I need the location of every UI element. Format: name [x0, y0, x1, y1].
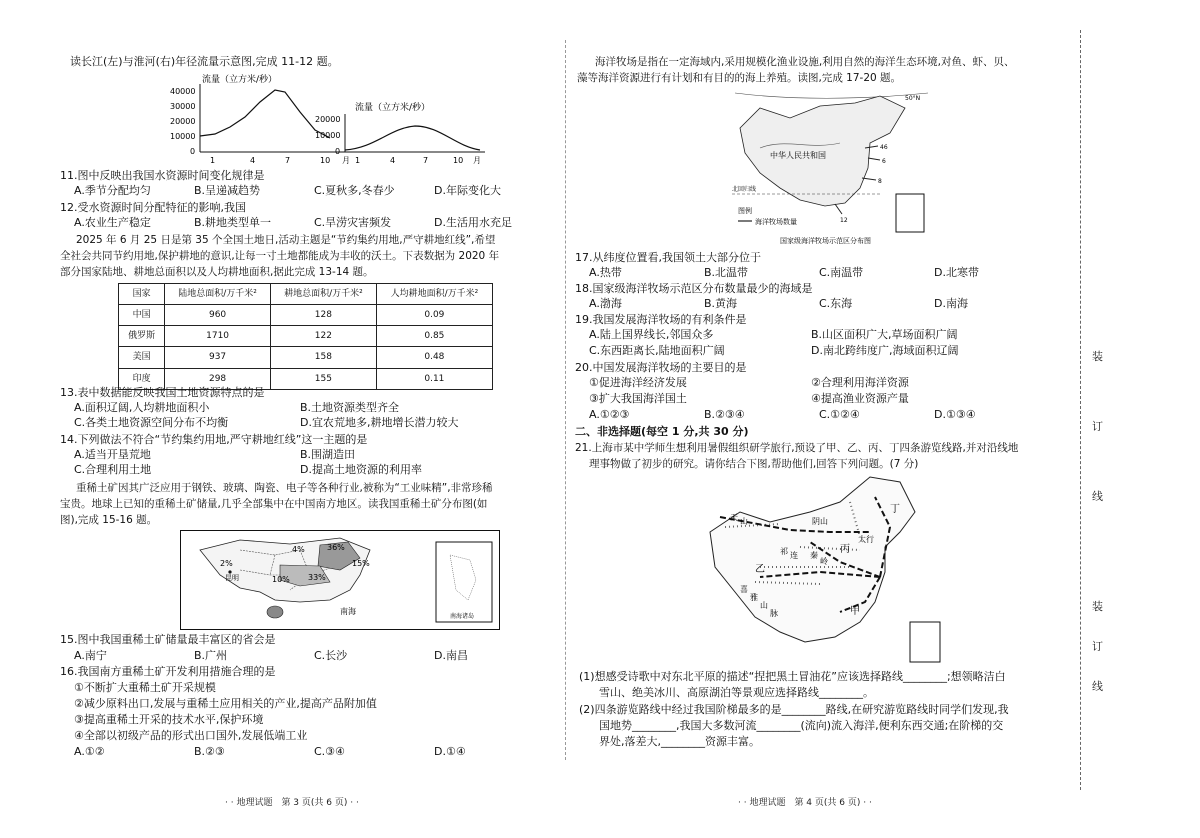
page-divider: [565, 40, 566, 760]
page-footer-left: · · 地理试题 第 3 页(共 6 页) · ·: [225, 798, 359, 808]
share-4: 4%: [292, 545, 305, 554]
ocean-map-caption: 国家级海洋牧场示范区分布图: [780, 237, 871, 245]
q19-b[interactable]: B.山区面积广大,草场面积广阔: [811, 328, 958, 341]
rare-earth-map: [180, 530, 500, 630]
table-cell: 0.85: [376, 326, 492, 347]
lat-50n: 50°N: [905, 95, 921, 102]
land-data-table: [118, 283, 493, 390]
intro-15-16-line3: 图),完成 15-16 题。: [60, 514, 158, 526]
table-cell: 128: [270, 305, 376, 326]
q14-a[interactable]: A.适当开垦荒地: [74, 448, 151, 461]
q21-part2-line1: (2)四条游览路线中经过我国阶梯最多的是________路线,在研究游览路线时同学们发现,我: [579, 703, 1009, 716]
table-cell: 印度: [119, 368, 165, 389]
q11-a[interactable]: A.季节分配均匀: [74, 184, 151, 197]
q20-option-2: ②合理利用海洋资源: [811, 376, 909, 389]
mountain-taihang: 太行: [858, 535, 874, 544]
intro-17-20-line2: 藻等海洋资源进行有计划和有目的的海上养殖。读图,完成 17-20 题。: [577, 72, 902, 84]
tropic-label: 北回归线: [732, 186, 757, 193]
table-header: 陆地总面积/万千米²: [165, 284, 271, 305]
chart-left-tick-2: 20000: [170, 117, 196, 126]
table-cell: 0.09: [376, 305, 492, 326]
binding-char: 订: [1092, 640, 1103, 653]
yangtze-curve: [200, 90, 330, 138]
q20-option-4: ④提高渔业资源产量: [811, 392, 909, 405]
q18-d[interactable]: D.南海: [934, 297, 968, 310]
q19-a[interactable]: A.陆上国界线长,邻国众多: [589, 328, 714, 341]
q20-options: [589, 408, 1049, 423]
q13-a[interactable]: A.面积辽阔,人均耕地面积小: [74, 401, 210, 414]
mountain-mai: 脉: [770, 609, 778, 618]
q16-d[interactable]: D.①④: [434, 745, 466, 758]
ranch-count-8: 8: [878, 178, 882, 185]
q15-b[interactable]: B.广州: [194, 649, 228, 662]
table-row: [119, 347, 493, 368]
q15-options: [74, 649, 554, 664]
table-cell: 1710: [165, 326, 271, 347]
q16-option-2: ②减少原料出口,发展与重稀土应用相关的产业,提高产品附加值: [74, 697, 377, 710]
ranch-count-6: 6: [882, 158, 886, 165]
q16-stem: 16.我国南方重稀土矿开发利用措施合理的是: [60, 665, 276, 678]
q13-d[interactable]: D.宜农荒地多,耕地增长潜力较大: [300, 416, 459, 429]
table-row: [119, 326, 493, 347]
share-36: 36%: [327, 543, 345, 552]
q18-options: [589, 297, 1049, 312]
intro-11-12: 读长江(左)与淮河(右)年径流量示意图,完成 11-12 题。: [70, 55, 339, 68]
q17-d[interactable]: D.北寒带: [934, 266, 979, 279]
q20-b[interactable]: B.②③④: [704, 408, 745, 421]
q12-c[interactable]: C.旱涝灾害频发: [314, 216, 392, 229]
q19-c[interactable]: C.东西距离长,陆地面积广阔: [589, 344, 725, 357]
intro-15-16-line1: 重稀土矿因其广泛应用于钢铁、玻璃、陶瓷、电子等各种行业,被称为“工业味精”,非常珍稀: [76, 482, 493, 494]
q14-b[interactable]: B.围湖造田: [300, 448, 356, 461]
study-route-map: [700, 472, 960, 667]
q15-a[interactable]: A.南宁: [74, 649, 107, 662]
q20-stem: 20.中国发展海洋牧场的主要目的是: [575, 361, 747, 374]
chart-right-x-4: 4: [390, 156, 396, 165]
intro-13-14-line2: 全社会共同节约用地,保护耕地的意识,让每一寸土地都能成为丰收的沃土。下表数据为 2020 年: [60, 250, 500, 262]
chart-left-tick-0: 40000: [170, 87, 196, 96]
binding-line: [1080, 30, 1081, 790]
mountain-xi: 喜: [740, 585, 748, 594]
chart-right-ylabel: 流量（立方米/秒）: [355, 103, 431, 113]
q12-b[interactable]: B.耕地类型单一: [194, 216, 272, 229]
mountain-qin: 秦: [810, 551, 818, 560]
q18-c[interactable]: C.东海: [819, 297, 853, 310]
q11-d[interactable]: D.年际变化大: [434, 184, 501, 197]
section-2-heading: 二、非选择题(每空 1 分,共 30 分): [575, 425, 749, 438]
table-cell: 122: [270, 326, 376, 347]
legend-title: 图例: [738, 207, 752, 215]
binding-char: 装: [1092, 350, 1103, 363]
q20-option-3: ③扩大我国海洋国土: [589, 392, 687, 405]
q20-option-1: ①促进海洋经济发展: [589, 376, 687, 389]
ranch-count-12: 12: [840, 217, 848, 224]
table-cell: 0.11: [376, 368, 492, 389]
route-ding-label: 丁: [890, 504, 900, 515]
country-label: 中华人民共和国: [770, 151, 826, 160]
q16-option-1: ①不断扩大重稀土矿开采规模: [74, 681, 216, 694]
chart-left-tick-1: 30000: [170, 102, 196, 111]
binding-char: 装: [1092, 600, 1103, 613]
q16-c[interactable]: C.③④: [314, 745, 345, 758]
q18-a[interactable]: A.渤海: [589, 297, 622, 310]
q15-stem: 15.图中我国重稀土矿储量最丰富区的省会是: [60, 633, 276, 646]
mountain-ling: 岭: [820, 557, 828, 566]
share-2: 2%: [220, 559, 233, 568]
q19-stem: 19.我国发展海洋牧场的有利条件是: [575, 313, 747, 326]
table-header: 耕地总面积/万千米²: [270, 284, 376, 305]
table-cell: 155: [270, 368, 376, 389]
intro-13-14-line1: 2025 年 6 月 25 日是第 35 个全国土地日,活动主题是“节约集约用地,严守耕地红线”,希望: [76, 234, 496, 246]
intro-13-14-line3: 部分国家陆地、耕地总面积以及人均耕地面积,据此完成 13-14 题。: [60, 266, 374, 278]
q14-c[interactable]: C.合理利用土地: [74, 463, 152, 476]
q12-options: [74, 216, 554, 231]
q18-b[interactable]: B.黄海: [704, 297, 738, 310]
q16-option-4: ④全部以初级产品的形式出口国外,发展低端工业: [74, 729, 308, 742]
route-jia-label: 甲: [850, 606, 860, 617]
mountain-qi: 祁: [780, 547, 788, 556]
chart-left-tick-3: 10000: [170, 132, 196, 141]
table-cell: 美国: [119, 347, 165, 368]
q21-part2-line3: 界处,落差大,________资源丰富。: [599, 735, 760, 748]
ocean-ranch-map: [730, 88, 935, 248]
q14-d[interactable]: D.提高土地资源的利用率: [300, 463, 422, 476]
table-cell: 298: [165, 368, 271, 389]
q20-c[interactable]: C.①②④: [819, 408, 860, 421]
table-cell: 0.48: [376, 347, 492, 368]
binding-char: 线: [1092, 680, 1103, 693]
q15-c[interactable]: C.长沙: [314, 649, 348, 662]
q17-b[interactable]: B.北温带: [704, 266, 749, 279]
q11-c[interactable]: C.夏秋多,冬春少: [314, 184, 395, 197]
chart-left-x-7: 7: [285, 156, 291, 164]
table-cell: 158: [270, 347, 376, 368]
q11-b[interactable]: B.呈递减趋势: [194, 184, 261, 197]
chart-right-x-1: 1: [355, 156, 361, 165]
q21-part2-line2: 国地势________,我国大多数河流________(流向)流入海洋,便利东西交通;在阶梯的交: [599, 719, 1004, 732]
huai-runoff-chart: [315, 100, 495, 166]
sea-label: 南海: [340, 607, 356, 616]
q15-d[interactable]: D.南昌: [434, 649, 468, 662]
chart-left-tick-4: 0: [190, 147, 196, 156]
q11-stem: 11.图中反映出我国水资源时间变化规律是: [60, 169, 265, 182]
mountain-shan: 山: [760, 601, 768, 610]
chart-right-tick-2: 0: [335, 147, 341, 156]
q12-a[interactable]: A.农业生产稳定: [74, 216, 151, 229]
binding-char: 线: [1092, 490, 1103, 503]
q20-d[interactable]: D.①③④: [934, 408, 976, 421]
chart-right-x-7: 7: [423, 156, 429, 165]
share-15: 15%: [352, 559, 370, 568]
q21-intro-line1: 21.上海市某中学师生想利用暑假组织研学旅行,预设了甲、乙、丙、丁四条游览线路,并对沿线地: [575, 442, 1019, 454]
chart-left-x-unit: 月: [342, 156, 350, 164]
q21-intro-line2: 理事物做了初步的研究。请你结合下图,帮助他们,回答下列问题。(7 分): [589, 458, 919, 470]
chart-left-x-1: 1: [210, 156, 216, 164]
q20-a[interactable]: A.①②③: [589, 408, 630, 421]
chart-right-tick-0: 20000: [315, 115, 341, 124]
chart-right-x-10: 10: [453, 156, 464, 165]
chart-left-x-10: 10: [320, 156, 331, 164]
mountain-tianshan: 山: [740, 517, 748, 526]
q21-part1-line1: (1)想感受诗歌中对东北平原的描述“捏把黑土冒油花”应该选择路线________;想领略洁白: [579, 670, 1006, 683]
q11-options: [74, 184, 554, 199]
ranch-count-46: 46: [880, 144, 888, 151]
route-yi-label: 乙: [755, 564, 765, 575]
q16-options: [74, 745, 554, 760]
route-bing-label: 丙: [840, 544, 850, 555]
mountain-lian: 连: [790, 551, 798, 560]
chart-right-x-unit: 月: [473, 156, 481, 165]
q16-option-3: ③提高重稀土开采的技术水平,保护环境: [74, 713, 264, 726]
page-footer-right: · · 地理试题 第 4 页(共 6 页) · ·: [738, 798, 872, 808]
table-cell: 俄罗斯: [119, 326, 165, 347]
huai-curve: [345, 126, 480, 150]
mountain-ya: 雅: [750, 593, 758, 602]
q12-d[interactable]: D.生活用水充足: [434, 216, 512, 229]
q21-part1-line2: 雪山、绝美冰川、高原湖泊等景观应选择路线________。: [599, 686, 874, 699]
intro-15-16-line2: 宝贵。地球上已知的重稀土矿储量,几乎全部集中在中国南方地区。读我国重稀土矿分布图(如: [60, 498, 488, 510]
inset-label: 南海诸岛: [450, 613, 475, 620]
mountain-tian: 天: [730, 513, 738, 522]
q14-stem: 14.下列做法不符合“节约集约用地,严守耕地红线”这一主题的是: [60, 433, 368, 446]
binding-char: 订: [1092, 420, 1103, 433]
intro-17-20-line1: 海洋牧场是指在一定海域内,采用规模化渔业设施,利用自然的海洋生态环境,对鱼、虾、贝、: [595, 56, 1015, 68]
q13-b[interactable]: B.土地资源类型齐全: [300, 401, 400, 414]
table-cell: 960: [165, 305, 271, 326]
table-header: 国家: [119, 284, 165, 305]
q16-b[interactable]: B.②③: [194, 745, 225, 758]
q17-a[interactable]: A.热带: [589, 266, 622, 279]
share-33: 33%: [308, 573, 326, 582]
q19-d[interactable]: D.南北跨纬度广,海域面积辽阔: [811, 344, 959, 357]
table-header-row: [119, 284, 493, 305]
q17-c[interactable]: C.南温带: [819, 266, 864, 279]
q17-options: [589, 266, 1049, 281]
chart-left-ylabel: 流量（立方米/秒）: [202, 75, 278, 85]
chart-right-tick-1: 10000: [315, 131, 341, 140]
table-cell: 937: [165, 347, 271, 368]
mountain-yinshan: 阴山: [812, 517, 828, 526]
legend-item: 海洋牧场数量: [755, 218, 797, 226]
q12-stem: 12.受水资源时间分配特征的影响,我国: [60, 201, 246, 214]
chart-left-x-4: 4: [250, 156, 256, 164]
q17-stem: 17.从纬度位置看,我国领土大部分位于: [575, 251, 761, 264]
q13-stem: 13.表中数据能反映我国土地资源特点的是: [60, 386, 265, 399]
share-10: 10%: [272, 575, 290, 584]
table-header: 人均耕地面积/万千米²: [376, 284, 492, 305]
city-kunming: 昆明: [225, 574, 239, 582]
q13-c[interactable]: C.各类土地资源空间分布不均衡: [74, 416, 229, 429]
q16-a[interactable]: A.①②: [74, 745, 105, 758]
table-row: [119, 305, 493, 326]
q18-stem: 18.国家级海洋牧场示范区分布数量最少的海域是: [575, 282, 813, 295]
table-cell: 中国: [119, 305, 165, 326]
